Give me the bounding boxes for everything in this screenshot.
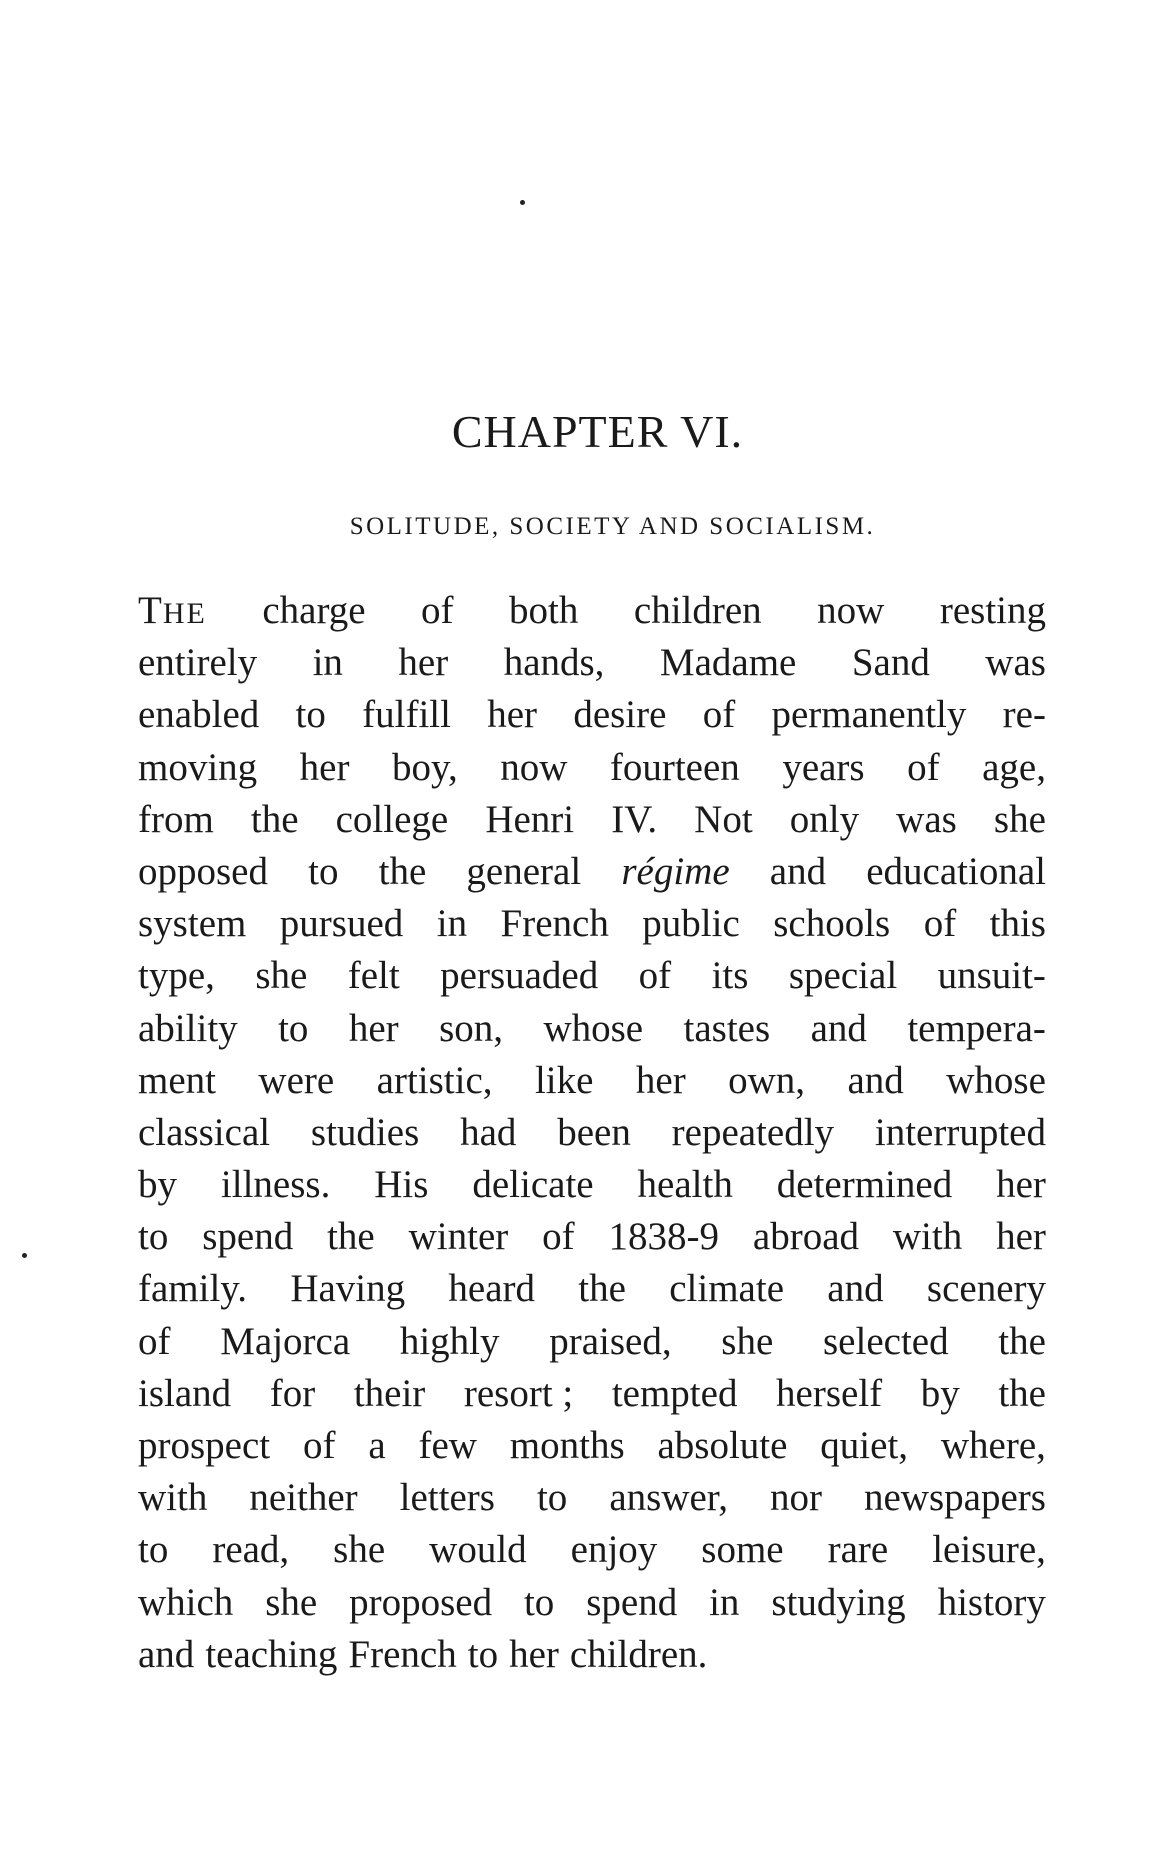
word: history [937,1580,1046,1624]
word: unsuit- [937,954,1046,998]
word: and [138,1632,195,1676]
word: health [637,1163,733,1207]
word: Having [290,1267,406,1311]
word: had [460,1110,517,1154]
word: special [788,954,898,998]
word: general [466,849,582,893]
word: from [138,797,214,841]
word: and [827,1267,884,1311]
word: the [327,1215,375,1259]
word: ment [138,1058,216,1102]
word: Not [694,797,753,841]
ink-speck-margin [22,1253,27,1258]
word: studying [771,1580,906,1624]
word: proposed [349,1580,493,1624]
text-line [138,1577,1046,1629]
text-line [138,1263,1046,1315]
word: where, [940,1424,1046,1467]
text-line [138,846,1046,898]
word: abroad [752,1215,859,1259]
word: determined [776,1163,953,1207]
text-line [138,1055,1046,1107]
word: charge [262,589,366,632]
word: of [923,902,957,946]
word: tempera- [907,1006,1046,1050]
word: she [265,1580,318,1624]
word: in [709,1580,740,1624]
word: her [348,1006,399,1050]
word: type, [138,954,215,998]
word: leisure, [932,1528,1046,1572]
word: winter [408,1215,509,1259]
word: absolute [657,1424,788,1467]
word: system [138,902,247,946]
word: newspapers [864,1476,1046,1520]
text-line [138,1316,1046,1368]
word: like [534,1058,594,1102]
word: schools [773,902,891,946]
word: enjoy [570,1528,658,1572]
word: to [138,1215,169,1259]
text-line [138,1629,1046,1681]
text-line [138,742,1046,794]
word: which [138,1580,234,1624]
word: French [348,1632,457,1676]
word: both [509,589,579,632]
word: resort ; [463,1371,574,1415]
word: to [523,1580,555,1624]
word: family. [138,1267,248,1311]
word: hands, [503,641,605,685]
word: spend [586,1580,678,1624]
word: for [269,1371,316,1415]
word: public [642,902,740,946]
word: of [702,693,736,737]
word: and [810,1006,867,1050]
word: some [701,1528,784,1572]
word: persuaded [440,954,599,998]
word: she [255,954,308,998]
word: the [578,1267,626,1311]
word: pursued [279,902,404,946]
chapter-subtitle: SOLITUDE, SOCIETY AND SOCIALISM. [349,513,876,540]
word: tempted [611,1371,738,1415]
word: to [138,1528,169,1572]
word: spend [202,1215,294,1259]
text-line [138,898,1046,950]
word: interrupted [874,1110,1046,1154]
word: months [509,1424,625,1467]
word: been [557,1110,631,1154]
word: quiet, [820,1424,909,1467]
text-line [138,1420,1046,1472]
word: of [138,1319,171,1363]
text-line [138,637,1046,689]
text-line [138,1368,1046,1420]
word: only [789,797,860,841]
word: repeatedly [671,1110,835,1154]
word: the [998,1319,1046,1363]
word: praised, [549,1319,672,1363]
word: herself [776,1371,883,1415]
word: to [308,849,339,893]
word: re- [1002,693,1046,737]
word: was [985,641,1046,685]
word: children. [569,1632,708,1676]
word: whose [543,1006,644,1050]
word: this [989,902,1046,946]
text-line [138,950,1046,1002]
word: and [769,849,827,893]
word: a [368,1424,386,1467]
word: she [993,797,1046,841]
word: to [295,693,326,737]
word: entirely [138,641,258,685]
word: desire [573,693,667,737]
word: her [487,693,538,737]
word: the [250,797,299,841]
word: would [429,1528,527,1572]
word: studies [310,1110,420,1154]
word: by [138,1163,177,1207]
word: the [998,1371,1046,1415]
word: 1838-9 [608,1215,720,1259]
word: answer, [609,1476,728,1520]
word: to [467,1632,499,1676]
text-line [138,689,1046,741]
word: age, [982,745,1046,789]
word: tastes [683,1006,771,1050]
word: of [907,745,940,789]
word: neither [249,1476,358,1520]
word: children [633,589,762,632]
word: boy, [391,745,458,789]
word: in [436,902,468,946]
word: by [920,1371,960,1415]
word: highly [399,1319,500,1363]
word: prospect [138,1424,271,1467]
word: years [782,745,865,789]
ink-speck-top [520,200,525,205]
word: nor [769,1476,822,1520]
text-line [138,1159,1046,1211]
word: was [896,797,957,841]
word: the [378,849,427,893]
word: French [500,902,609,946]
word: educational [866,849,1046,893]
word: illness. [220,1163,331,1207]
word: now [500,745,568,789]
word: fourteen [609,745,740,789]
word: régime [621,849,730,893]
word: their [353,1371,426,1415]
word: whose [946,1058,1046,1102]
word: her [635,1058,686,1102]
word: His [374,1163,429,1207]
word: she [333,1528,386,1572]
text-line [138,1524,1046,1576]
word: island [138,1371,232,1415]
word: letters [399,1476,495,1520]
word: heard [448,1267,536,1311]
word: resting [939,589,1046,632]
word: artistic, [376,1058,493,1102]
word: Sand [851,641,930,685]
word: now [817,589,885,632]
word: enabled [138,693,260,737]
word: son, [439,1006,504,1050]
text-line [138,1107,1046,1159]
word: THE [138,589,207,632]
word: she [721,1319,774,1363]
chapter-title: CHAPTER VI. [451,406,744,457]
word: moving [138,745,258,789]
word: with [892,1215,963,1259]
word: fulfill [362,693,451,737]
word: her [996,1163,1046,1207]
word: own, [728,1058,806,1102]
word: teaching [205,1632,338,1676]
word: to [536,1476,568,1520]
word: Henri [485,797,575,841]
word: scenery [926,1267,1046,1311]
text-line [138,794,1046,846]
word: read, [212,1528,290,1572]
text-line [138,1003,1046,1055]
word: classical [138,1110,271,1154]
word: Majorca [220,1319,351,1363]
word: to [278,1006,309,1050]
word: ability [138,1006,238,1050]
word: of [302,1424,336,1467]
text-line [138,1472,1046,1524]
word: delicate [472,1163,594,1207]
word: and [847,1058,904,1102]
word: college [335,797,449,841]
word: selected [823,1319,949,1363]
word: felt [347,954,400,998]
text-line [138,585,1046,637]
word: of [421,589,454,632]
body-paragraph [138,585,1046,1681]
word: few [418,1424,477,1467]
word: Madame [659,641,797,685]
word: her [996,1215,1046,1259]
word: her [299,745,350,789]
word: her [509,1632,559,1676]
word: IV. [611,797,658,841]
word: her [398,641,449,685]
word: rare [827,1528,889,1572]
word: with [138,1476,208,1520]
word: opposed [138,849,268,893]
word: climate [669,1267,785,1311]
word: were [258,1058,335,1102]
word: of [542,1215,575,1259]
text-line [138,1211,1046,1263]
word: of [638,954,672,998]
word: in [312,641,343,685]
word: its [711,954,749,998]
word: permanently [771,693,967,737]
